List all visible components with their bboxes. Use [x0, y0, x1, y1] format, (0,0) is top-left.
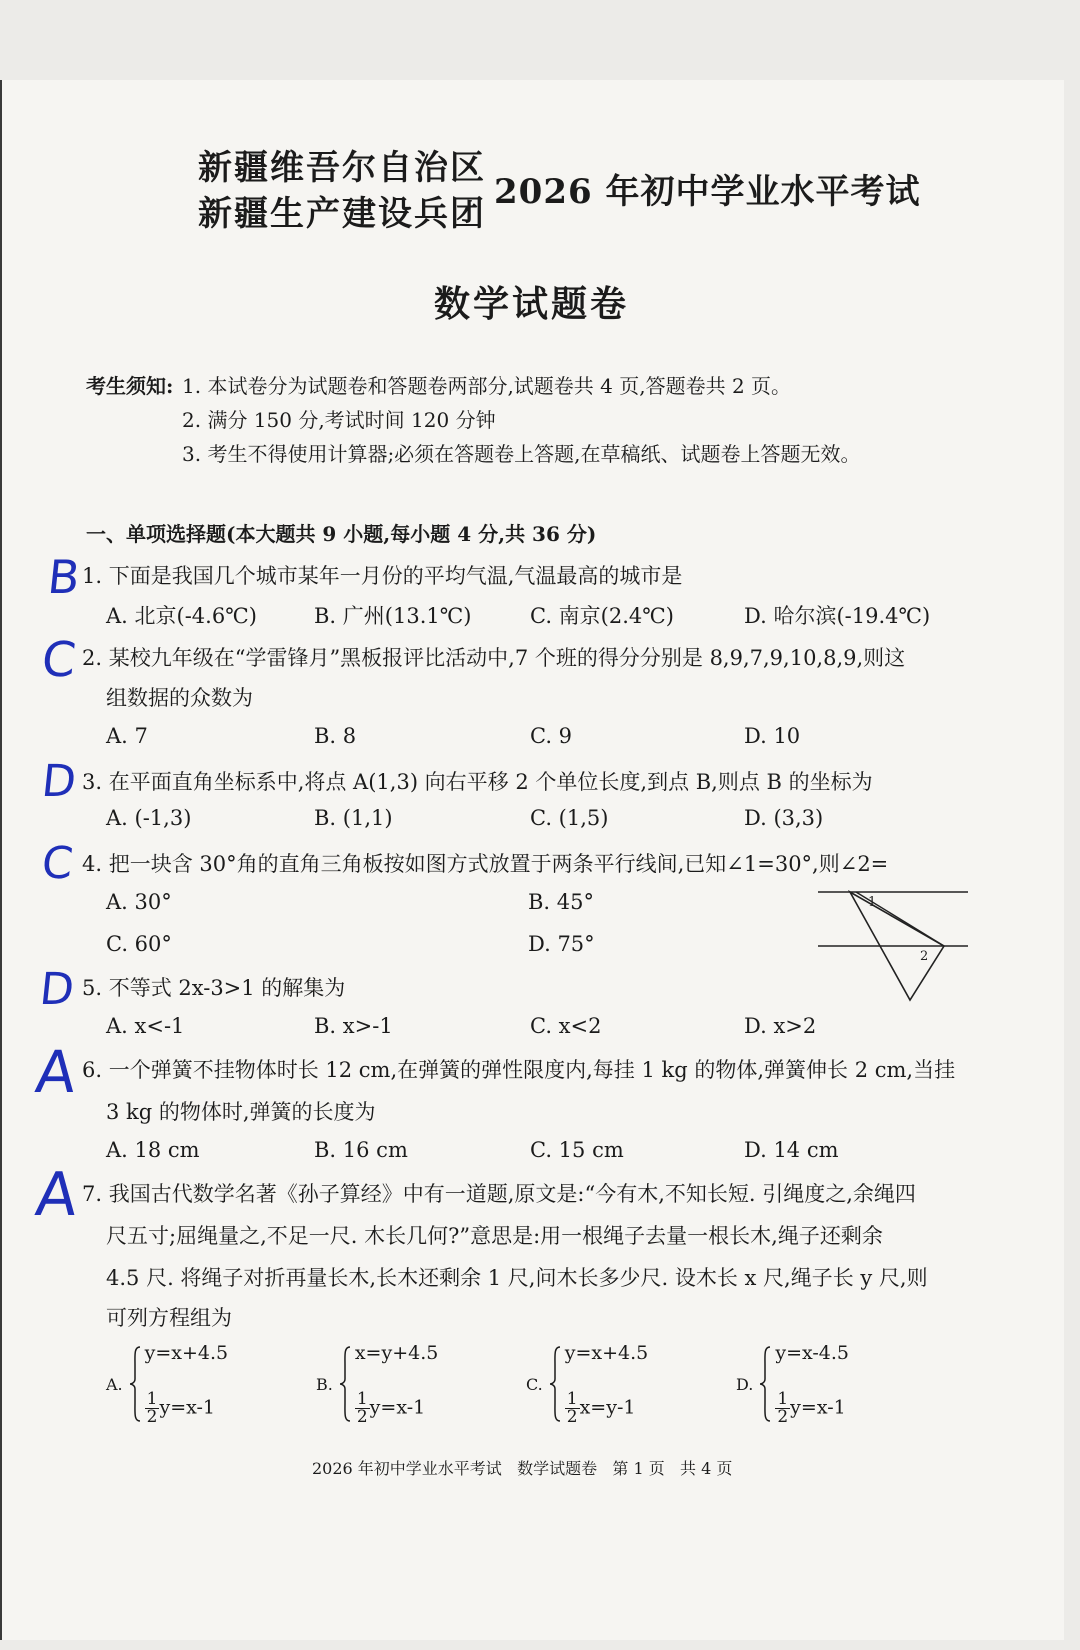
notice-item-2: 2. 满分 150 分,考试时间 120 分钟	[182, 408, 496, 432]
q3-option-b: B. (1,1)	[314, 806, 393, 830]
brace-icon	[339, 1345, 351, 1423]
question-7-line-2: 尺五寸;屈绳量之,不足一尺. 木长几何?”意思是:用一根绳子去量一根长木,绳子还剩余	[106, 1224, 883, 1248]
q2-option-d: D. 10	[744, 724, 801, 748]
answer-mark-6: A	[32, 1038, 80, 1106]
q6-option-b: B. 16 cm	[314, 1138, 408, 1162]
q6-option-a: A. 18 cm	[106, 1138, 200, 1162]
q7-b-eq1: x=y+4.5	[354, 1342, 439, 1364]
notice-item-1: 1. 本试卷分为试题卷和答题卷两部分,试题卷共 4 页,答题卷共 2 页。	[182, 374, 792, 398]
q4-option-a: A. 30°	[106, 890, 172, 914]
question-7-line-3: 4.5 尺. 将绳子对折再量长木,长木还剩余 1 尺,问木长多少尺. 设木长 x 尺,绳子长 y 尺,则	[106, 1266, 928, 1290]
q3-option-c: C. (1,5)	[530, 806, 609, 830]
q3-option-d: D. (3,3)	[744, 806, 824, 830]
q3-option-a: A. (-1,3)	[106, 806, 192, 830]
q7-a-eq2: y=x-1	[159, 1396, 216, 1419]
paper-title: 数学试题卷	[434, 283, 630, 325]
q4-option-c: C. 60°	[106, 932, 172, 956]
q5-option-a: A. x<-1	[106, 1014, 185, 1038]
q6-option-d: D. 14 cm	[744, 1138, 839, 1162]
q7-c-eq2: x=y-1	[579, 1396, 636, 1419]
triangle-parallel-lines-figure	[816, 880, 972, 1004]
q5-option-c: C. x<2	[530, 1014, 602, 1038]
question-6-line-1: 6. 一个弹簧不挂物体时长 12 cm,在弹簧的弹性限度内,每挂 1 kg 的物体,弹簧伸长 2 cm,当挂	[82, 1058, 956, 1082]
q7-option-a: A. y=x+4.5 $\frac{1}{2}$ y=x-1	[106, 1342, 229, 1427]
q2-option-c: C. 9	[530, 724, 573, 748]
answer-mark-2: C	[39, 632, 79, 688]
q2-option-a: A. 7	[106, 724, 148, 748]
answer-mark-1: B	[45, 550, 83, 604]
section-title: 一、单项选择题(本大题共 9 小题,每小题 4 分,共 36 分)	[86, 522, 597, 546]
q7-option-c-label: C.	[526, 1374, 543, 1394]
question-7-line-1: 7. 我国古代数学名著《孙子算经》中有一道题,原文是:“今有木,不知长短. 引绳度之,余绳四	[82, 1182, 916, 1206]
q7-a-eq1: y=x+4.5	[144, 1342, 229, 1364]
footer-paper: 数学试题卷	[517, 1459, 598, 1478]
q5-option-d: D. x>2	[744, 1014, 817, 1038]
q7-option-b: B. x=y+4.5 $\frac{1}{2}$ y=x-1	[316, 1342, 439, 1427]
q1-option-d: D. 哈尔滨(-19.4℃)	[744, 604, 931, 628]
question-4-line-1: 4. 把一块含 30°角的直角三角板按如图方式放置于两条平行线间,已知∠1=30°,则∠2=	[82, 852, 889, 876]
question-6-line-2: 3 kg 的物体时,弹簧的长度为	[106, 1100, 376, 1124]
answer-mark-4: C	[39, 838, 76, 889]
notice-item-3: 3. 考生不得使用计算器;必须在答题卷上答题,在草稿纸、试题卷上答题无效。	[182, 442, 861, 466]
q5-option-b: B. x>-1	[314, 1014, 393, 1038]
answer-mark-7: A	[32, 1160, 81, 1230]
q1-option-a: A. 北京(-4.6℃)	[106, 604, 257, 628]
region-name-2: 新疆生产建设兵团	[198, 194, 486, 234]
question-7-line-4: 可列方程组为	[106, 1306, 232, 1330]
q2-option-b: B. 8	[314, 724, 357, 748]
brace-icon	[759, 1345, 771, 1423]
brace-icon	[549, 1345, 561, 1423]
answer-mark-5: D	[37, 964, 77, 1015]
footer-exam: 2026 年初中学业水平考试	[312, 1459, 502, 1478]
footer-page: 第 1 页	[612, 1459, 665, 1478]
q7-option-d-label: D.	[736, 1374, 754, 1394]
footer-total: 共 4 页	[679, 1459, 733, 1478]
q7-d-eq1: y=x-4.5	[775, 1342, 850, 1364]
question-3-line-1: 3. 在平面直角坐标系中,将点 A(1,3) 向右平移 2 个单位长度,到点 B,则点 B 的坐标为	[82, 770, 873, 794]
q7-c-eq1: y=x+4.5	[564, 1342, 649, 1364]
brace-icon	[129, 1345, 141, 1423]
q6-option-c: C. 15 cm	[530, 1138, 624, 1162]
q1-option-c: C. 南京(2.4℃)	[530, 604, 674, 628]
q7-option-b-label: B.	[316, 1374, 333, 1394]
question-5-line-1: 5. 不等式 2x-3>1 的解集为	[82, 976, 346, 1000]
q7-d-eq2: y=x-1	[790, 1396, 846, 1419]
question-2-line-1: 2. 某校九年级在“学雷锋月”黑板报评比活动中,7 个班的得分分别是 8,9,7,9,10,8,9,则这	[82, 646, 906, 670]
notice-label: 考生须知:	[86, 374, 174, 398]
exam-title: 2026 年初中学业水平考试	[494, 172, 921, 212]
exam-page	[0, 80, 1064, 1640]
angle-2-label: 2	[920, 949, 929, 964]
answer-mark-3: D	[39, 756, 79, 807]
q7-option-a-label: A.	[106, 1374, 123, 1394]
q7-option-c: C. y=x+4.5 $\frac{1}{2}$ x=y-1	[526, 1342, 649, 1427]
q4-option-d: D. 75°	[528, 932, 595, 956]
region-name-1: 新疆维吾尔自治区	[198, 148, 486, 188]
angle-1-label: 1	[868, 895, 877, 910]
page-footer	[312, 1456, 732, 1479]
q7-b-eq2: y=x-1	[369, 1396, 426, 1419]
q7-option-d: D. y=x-4.5 $\frac{1}{2}$ y=x-1	[736, 1342, 850, 1427]
q4-option-b: B. 45°	[528, 890, 595, 914]
q1-option-b: B. 广州(13.1℃)	[314, 604, 472, 628]
question-1-line-1: 1. 下面是我国几个城市某年一月份的平均气温,气温最高的城市是	[82, 564, 683, 588]
question-2-line-2: 组数据的众数为	[106, 686, 253, 710]
